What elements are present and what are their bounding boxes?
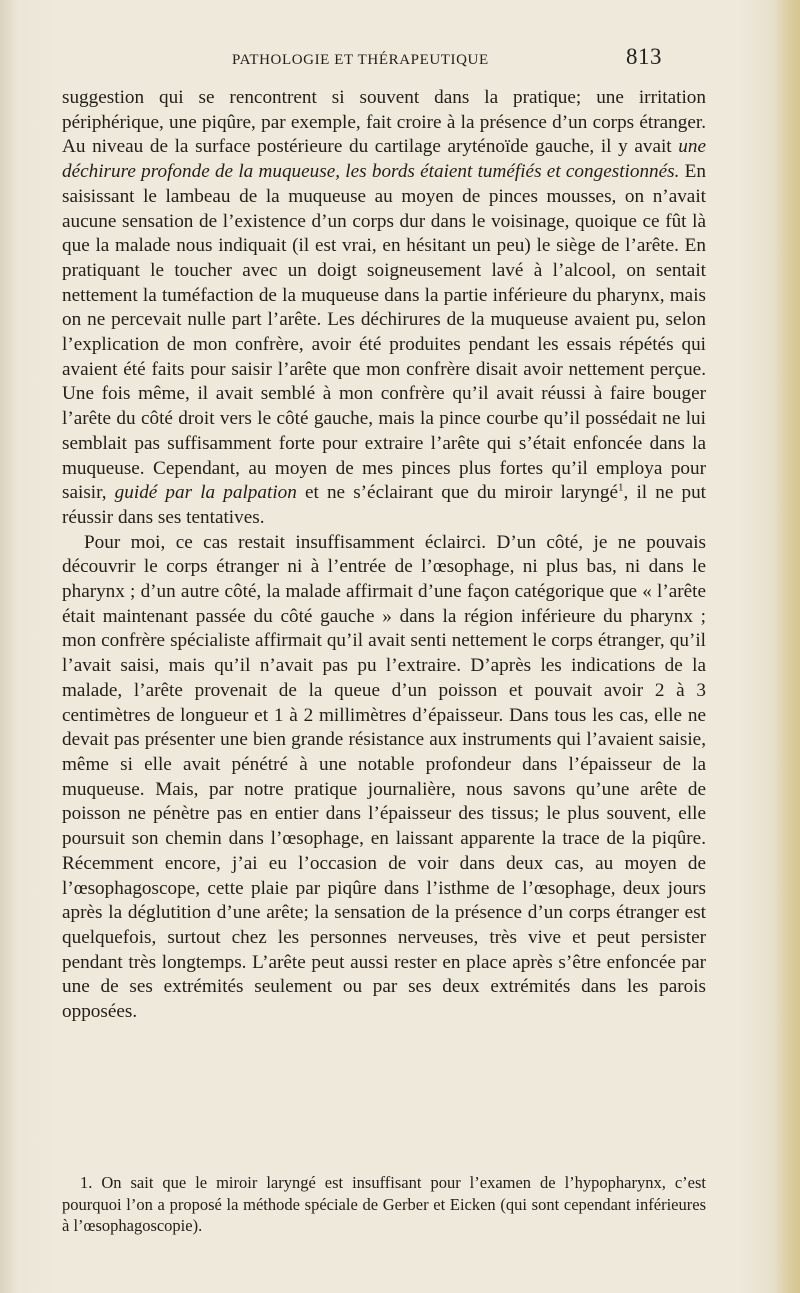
page-header: [232, 44, 662, 76]
paragraph-2: [62, 531, 706, 1025]
text-run: et ne s’éclairant que du miroir laryngé: [296, 482, 619, 504]
text-run: , il ne put réussir dans ses tentatives.: [62, 482, 707, 528]
text-run: Pour moi, ce cas restait insuffisamment éclairci. D’un côté, je ne pouvais découvrir le corps étranger ni à l’entrée de l’œsophage, ni plus bas, ni dans le pharynx ; d’un autre côté, la malade affirmait d’une façon catégorique que « l’arête était maintenant passée du côté gauche » dans la région inférieure du pharynx ; mon confrère spécialiste affirmait qu’il avait senti nettement le corps étranger, qu’il l’avait saisi, mais qu’il n’avait pas pu l’extraire. D’après les indications de la malade, l’arête provenait de la queue d’un poisson et pouvait avoir 2 à 3 centimètres de longueur et 1 à 2 millimètres d’épaisseur. Dans tous les cas, elle ne devait pas présenter une bien grande résistance aux instruments qui l’avaient saisie, même si elle avait pénétré à une notable profondeur dans l’épaisseur de la muqueuse. Mais, par notre pratique journalière, nous savons qu’une arête de poisson ne pénètre pas en entier dans l’épaisseur des tissus; le plus souvent, elle poursuit son chemin dans l’œsophage, en laissant apparente la trace de la piqûre. Récemment encore, j’ai eu l’occasion de voir dans deux cas, au moyen de l’œsophagoscope, cette plaie par piqûre dans l’isthme de l’œsophage, deux jours après la déglutition d’une arête; la sensation de la présence d’un corps étranger est quelquefois, surtout chez les personnes nerveuses, très vive et peut persister pendant très longtemps. L’arête peut aussi rester en place après s’être enfoncée par une de ses extrémités seulement ou par ses deux extrémités dans les parois opposées.: [62, 531, 706, 1023]
page-edge-shadow: [774, 0, 800, 1293]
paragraph-1: [62, 86, 706, 531]
italic-run: guidé par la palpation: [114, 482, 297, 504]
footnote: 1. On sait que le miroir laryngé est insuffisant pour l’examen de l’hypopharynx, c’est pourquoi l’on a proposé la méthode spéciale de Gerber et Eicken (qui sont cependant inférieures à l’œsophagoscopie).: [62, 1173, 706, 1235]
footnote-marker: 1: [618, 481, 624, 494]
italic-run: une déchirure profonde de la muqueuse, les bords étaient tuméfiés et congestionnés.: [62, 136, 706, 183]
page-number: 813: [626, 44, 662, 69]
text-run: suggestion qui se rencontrent si souvent dans la pratique; une irritation périphérique, une piqûre, par exemple, fait croire à la présence d’un corps étranger. Au niveau de la surface postérieure du cartilage aryténoïde gauche, il y avait: [62, 87, 706, 158]
body-text: [62, 86, 706, 1025]
running-title: PATHOLOGIE ET THÉRAPEUTIQUE: [232, 52, 489, 68]
text-run: En saisissant le lambeau de la muqueuse au moyen de pinces mousses, on n’avait aucune sensation de l’existence d’un corps dur dans le voisinage, quoique ce fût là que la malade nous indiquait (il est vrai, en hésitant un peu) le siège de l’arête. En pratiquant le toucher avec un doigt soigneusement lavé à l’alcool, on sentait nettement la tuméfaction de la muqueuse dans la partie inférieure du pharynx, mais on ne percevait nulle part l’arête. Les déchirures de la muqueuse avaient pu, selon l’explication de mon confrère, avoir été produites pendant les essais répétés qui avaient été faits pour saisir l’arête que mon confrère disait avoir nettement perçue. Une fois même, il avait semblé à mon confrère qu’il avait réussi à faire bouger l’arête du côté droit vers le côté gauche, mais la pince courbe qu’il possédait ne lui semblait pas suffisamment forte pour extraire l’arête qui s’était enfoncée dans la muqueuse. Cependant, au moyen de mes pinces plus fortes qu’il employa pour saisir,: [62, 161, 706, 504]
